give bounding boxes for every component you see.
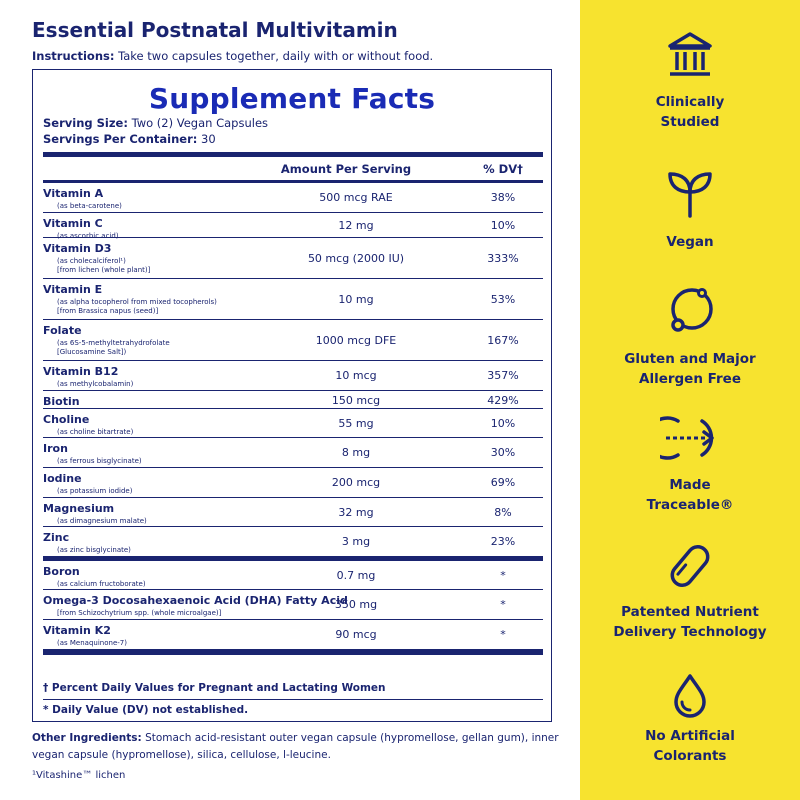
feature-label-line-2: Allergen Free [639, 371, 741, 387]
table-row [43, 590, 543, 620]
thick-divider-bottom [43, 650, 543, 655]
table-row [43, 620, 543, 650]
nutrient-source: (as choline bitartrate) [57, 428, 134, 436]
supplement-facts-box [32, 69, 552, 722]
nutrient-source: (as zinc bisglycinate) [57, 546, 131, 554]
instructions-text: Take two capsules together, daily with or without food. [114, 49, 434, 63]
nutrient-name: Iron [43, 442, 68, 455]
nutrient-name: Zinc [43, 531, 70, 544]
nutrient-dv: 30% [490, 446, 516, 459]
nutrient-name: Vitamin A [43, 187, 104, 200]
nutrient-amount: 0.7 mg [336, 568, 376, 582]
nutrient-source: (as beta-carotene) [57, 202, 122, 210]
feature-label-line-2: Traceable® [646, 497, 734, 513]
nutrient-dv: 167% [487, 333, 519, 347]
table-row [43, 438, 543, 468]
footnote-dv: † Percent Daily Values for Pregnant and Lactating Women [43, 682, 386, 694]
nutrient-amount: 1000 mcg DFE [315, 333, 397, 347]
nutrient-name: Magnesium [43, 502, 115, 515]
serving-size-value: Two (2) Vegan Capsules [127, 116, 269, 130]
nutrient-amount: 55 mg [338, 416, 374, 430]
nutrient-amount: 90 mcg [335, 628, 377, 641]
table-row [43, 320, 543, 361]
instructions-label: Instructions: [32, 49, 115, 63]
feature-patented-delivery [580, 538, 800, 642]
other-ingredients-text: Stomach acid-resistant outer vegan capsule (hypromellose, gellan gum), inner vegan capsule (hypromellose), silica, cellulose, l-leucine. [32, 732, 559, 761]
nutrient-source: (as alpha tocopherol from mixed tocopherols) [57, 298, 217, 306]
trace-arrow-icon [660, 413, 720, 463]
servings-per-container [43, 132, 216, 146]
feature-vegan [580, 168, 800, 252]
instructions [32, 49, 433, 63]
nutrient-dv: * [500, 628, 506, 641]
sprout-icon [666, 168, 714, 220]
nutrient-amount: 10 mg [338, 292, 374, 306]
feature-no-artificial-colorants [580, 672, 800, 766]
nutrient-amount: 150 mcg [331, 394, 381, 407]
nutrient-name: Iodine [43, 472, 82, 485]
nutrient-name: Boron [43, 565, 80, 578]
facts-title: Supplement Facts [148, 82, 436, 115]
building-icon [666, 30, 714, 80]
nutrient-name: Vitamin B12 [43, 365, 119, 378]
nutrient-source: (as 6S-5-methyltetrahydrofolate [57, 339, 170, 347]
nutrient-source: [from Schizochytrium spp. (whole microalgae)] [57, 609, 222, 617]
nutrient-source: [from Brassica napus (seed)] [57, 307, 159, 315]
feature-label-line-1: Patented Nutrient [621, 604, 759, 620]
nutrient-amount: 200 mcg [331, 476, 381, 489]
nutrient-source: (as calcium fructoborate) [57, 580, 146, 588]
footnote-star: * Daily Value (DV) not established. [43, 704, 249, 716]
nutrient-name: Vitamin C [43, 217, 103, 230]
nutrient-name: Omega-3 Docosahexaenoic Acid (DHA) Fatty Acid [43, 594, 348, 607]
col-dv-header: % DV† [483, 162, 523, 176]
feature-label-line-1: Gluten and Major [624, 351, 756, 367]
feature-label-line-2: Delivery Technology [613, 624, 767, 640]
nutrient-source: [Glucosamine Salt]) [57, 348, 127, 356]
serving-size-label: Serving Size: [43, 116, 128, 130]
vitashine-note: ¹Vitashine™ lichen [32, 770, 126, 781]
nutrient-source: (as ferrous bisglycinate) [57, 457, 142, 465]
footnote-divider [43, 699, 543, 700]
feature-label-line-2: Colorants [653, 748, 727, 764]
capsule-icon [662, 538, 718, 594]
nutrient-dv: * [500, 568, 506, 582]
nutrient-source: (as dimagnesium malate) [57, 517, 147, 525]
feature-label-line-2: Studied [660, 114, 720, 130]
table-row [43, 498, 543, 527]
drop-icon [670, 672, 710, 718]
nutrient-dv: 53% [490, 292, 516, 306]
nutrient-name: Vitamin D3 [43, 242, 112, 255]
nutrient-name: Folate [43, 324, 82, 337]
nutrient-dv: 8% [494, 505, 512, 519]
nutrient-dv: 69% [490, 476, 516, 489]
other-ingredients-label: Other Ingredients: [32, 732, 142, 744]
nutrient-name: Biotin [43, 395, 80, 408]
feature-clinically-studied [580, 30, 800, 132]
table-row [43, 238, 543, 279]
servings-label: Servings Per Container: [43, 132, 198, 146]
servings-value: 30 [197, 132, 216, 146]
table-row [43, 409, 543, 438]
nutrient-dv: * [500, 598, 506, 611]
product-title: Essential Postnatal Multivitamin [32, 18, 398, 42]
feature-made-traceable [580, 413, 800, 515]
table-row [43, 561, 543, 590]
molecule-icon [662, 283, 718, 339]
table-row [43, 527, 543, 557]
feature-gluten-allergen-free [580, 283, 800, 389]
nutrient-dv: 10% [490, 416, 516, 430]
table-row [43, 361, 543, 391]
nutrient-dv: 10% [490, 218, 516, 232]
nutrient-dv: 429% [487, 394, 519, 407]
table-row [43, 468, 543, 498]
nutrient-dv: 357% [487, 369, 519, 382]
features-sidebar [580, 0, 800, 800]
nutrient-amount: 50 mcg (2000 IU) [307, 251, 405, 265]
nutrient-name: Vitamin E [43, 283, 103, 296]
nutrient-amount: 32 mg [338, 505, 374, 519]
feature-label-line-1: Made [669, 477, 711, 493]
feature-label-line-1: Clinically [655, 94, 725, 110]
nutrient-source: (as Menaquinone-7) [57, 639, 127, 647]
nutrient-name: Choline [43, 413, 90, 426]
serving-size [43, 116, 268, 130]
nutrient-source: [from lichen (whole plant)] [57, 266, 151, 274]
table-row [43, 279, 543, 320]
nutrient-amount: 12 mg [338, 218, 374, 232]
table-row [43, 213, 543, 238]
nutrient-amount: 350 mg [334, 598, 378, 611]
nutrient-dv: 333% [487, 251, 519, 265]
nutrient-amount: 3 mg [341, 535, 371, 548]
thick-divider-top [43, 152, 543, 157]
nutrient-dv: 38% [490, 191, 516, 204]
nutrient-source: (as potassium iodide) [57, 487, 133, 495]
feature-label-line-1: Vegan [666, 234, 714, 250]
nutrient-source: (as methylcobalamin) [57, 380, 134, 388]
col-amount-header: Amount Per Serving [280, 162, 412, 176]
table-row [43, 391, 543, 409]
nutrient-amount: 500 mcg RAE [319, 191, 393, 204]
nutrient-amount: 10 mcg [335, 369, 377, 382]
nutrient-dv: 23% [490, 535, 516, 548]
table-row [43, 183, 543, 213]
nutrient-amount: 8 mg [341, 446, 371, 459]
other-ingredients [32, 730, 572, 764]
nutrient-name: Vitamin K2 [43, 624, 111, 637]
nutrient-source: (as cholecalciferol¹) [57, 257, 126, 265]
feature-label-line-1: No Artificial [645, 728, 735, 744]
nutrient-source: (as ascorbic acid) [57, 232, 119, 240]
